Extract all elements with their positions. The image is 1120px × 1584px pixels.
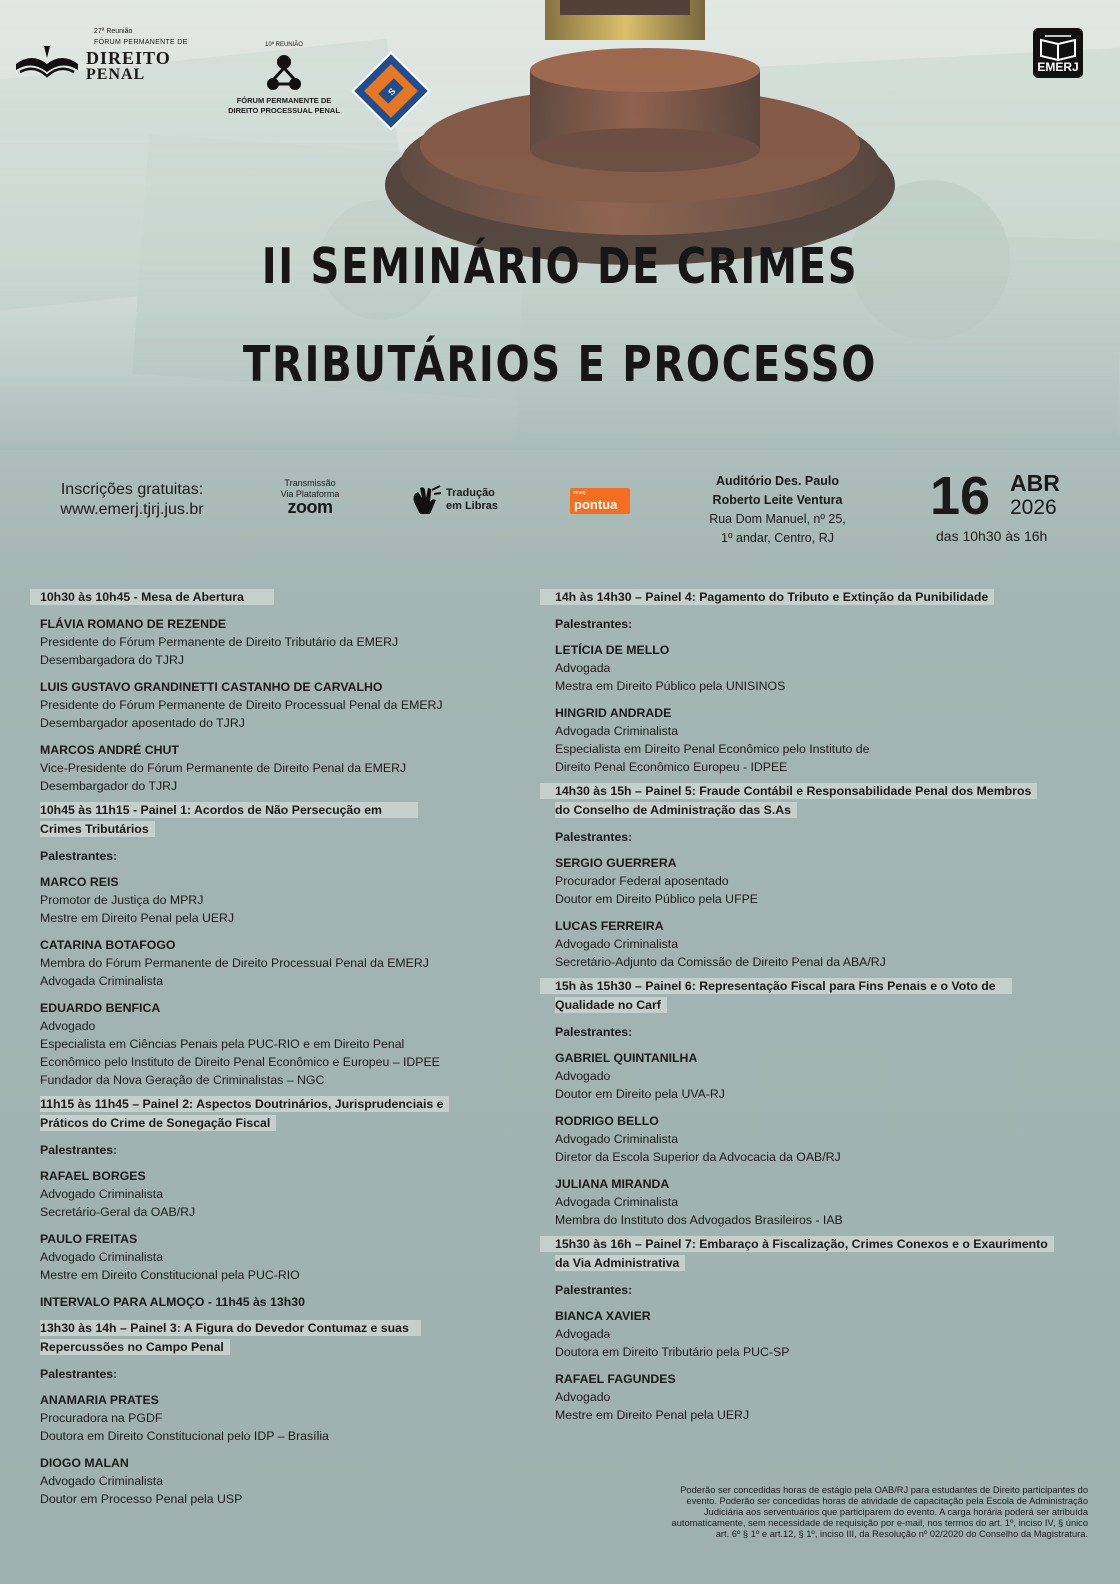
dpp-line2: DIREITO PROCESSUAL PENAL [228, 106, 340, 115]
speaker-name: SERGIO GUERRERA [555, 856, 677, 870]
session-header [540, 977, 1100, 1015]
session-title-line1: 15h às 15h30 – Painel 6: Representação Fiscal para Fins Penais e o Voto de [540, 978, 1012, 994]
speaker-role: Advogado Criminalista [40, 1250, 164, 1264]
lunch-break: INTERVALO PARA ALMOÇO - 11h45 às 13h30 [40, 1295, 305, 1309]
session-title-line1: 13h30 às 14h – Painel 3: A Figura do Devedor Contumaz e suas [40, 1320, 421, 1336]
speaker-role: Desembargadora do TJRJ [40, 653, 184, 667]
speaker-name: ANAMARIA PRATES [40, 1393, 159, 1407]
footnote-line: evento. Poderão ser concedidas horas de atividade de capacitação pela Escola de Administração [686, 1496, 1088, 1506]
speaker-name: MARCO REIS [40, 875, 119, 889]
session-title-line1: 11h15 às 11h45 – Painel 2: Aspectos Doutrinários, Jurisprudenciais e [40, 1096, 449, 1112]
speaker [40, 1454, 520, 1508]
libras-line1: Tradução [446, 487, 495, 499]
emerj-label: EMERJ [1037, 60, 1079, 74]
speaker [555, 641, 1100, 695]
speaker-role: Presidente do Fórum Permanente de Direito Tributário da EMERJ [40, 635, 399, 649]
hero-banner [0, 0, 1120, 450]
speaker [40, 678, 520, 732]
footnote-line: automaticamente, sem necessidade de requisição por e-mail, nos termos do art. 1º, inciso IV, § único [671, 1518, 1088, 1528]
speaker-name: HINGRID ANDRADE [555, 706, 672, 720]
session-title: 10h30 às 10h45 - Mesa de Abertura [30, 589, 274, 605]
speaker-role: Advogado Criminalista [555, 1132, 679, 1146]
speaker-role: Econômico pelo Instituto de Direito Penal Econômico e Europeu – IDPEE [40, 1055, 440, 1069]
speaker [40, 741, 520, 795]
speaker [40, 615, 520, 669]
session-title-line2: Crimes Tributários [40, 821, 155, 837]
date-month: ABR [1010, 470, 1060, 496]
event-hours: das 10h30 às 16h [936, 528, 1048, 544]
registration-label: Inscrições gratuitas: [60, 481, 204, 498]
speaker-role: Direito Penal Econômico Europeu - IDPEE [555, 760, 788, 774]
speaker-name: RODRIGO BELLO [555, 1114, 659, 1128]
session-title-line2: Qualidade no Carf [555, 997, 667, 1013]
speaker-role: Doutor em Direito pela UVA-RJ [555, 1087, 725, 1101]
dp-forum: FÓRUM PERMANENTE DE [94, 39, 188, 46]
session-header [40, 1095, 520, 1133]
speaker [555, 854, 1100, 908]
event-title-line2: TRIBUTÁRIOS E PROCESSO [242, 336, 878, 393]
dp-reuniao: 27ª Reunião [94, 28, 133, 35]
session-title-line1: 14h30 às 15h – Painel 5: Fraude Contábil e Responsabilidade Penal dos Membros [540, 783, 1037, 799]
speakers-label: Palestrantes: [555, 617, 633, 631]
speaker [555, 1175, 1100, 1229]
speaker-role: Doutor em Processo Penal pela USP [40, 1492, 243, 1506]
session-header [540, 1235, 1100, 1273]
speaker [555, 1049, 1100, 1103]
speaker-name: CATARINA BOTAFOGO [40, 938, 176, 952]
dpp-reuniao: 10ª REUNIÃO [265, 42, 303, 48]
speaker-role: Procurador Federal aposentado [555, 874, 729, 888]
speaker-role: Advogada Criminalista [555, 1195, 679, 1209]
speaker [40, 999, 520, 1089]
speaker [40, 936, 520, 990]
session-header [40, 1319, 520, 1357]
session-title: 14h às 14h30 – Painel 4: Pagamento do Tributo e Extinção da Punibilidade [540, 589, 994, 605]
speakers-label: Palestrantes: [40, 1143, 118, 1157]
libras-label [446, 487, 498, 513]
speaker-name: EDUARDO BENFICA [40, 1001, 161, 1015]
speaker-name: MARCOS ANDRÉ CHUT [40, 743, 179, 757]
speaker-role: Membra do Fórum Permanente de Direito Processual Penal da EMERJ [40, 956, 429, 970]
date-day: 16 [930, 466, 991, 526]
speaker-name: PAULO FREITAS [40, 1232, 138, 1246]
speaker-role: Mestre em Direito Constitucional pela PUC-RIO [40, 1268, 300, 1282]
speaker [555, 1307, 1100, 1361]
logo-forum-direito-penal [14, 28, 194, 88]
zoom-logo: zoom [287, 497, 333, 517]
speaker-name: DIOGO MALAN [40, 1456, 129, 1470]
speaker-role: Advogado [555, 1390, 611, 1404]
transmission-info [270, 478, 350, 517]
session-title-line2: Repercussões no Campo Penal [40, 1339, 230, 1355]
speaker-name: LUCAS FERREIRA [555, 919, 664, 933]
venue-info [690, 472, 865, 548]
svg-text:S: S [386, 86, 398, 98]
speaker [40, 1391, 520, 1445]
speaker-name: LETÍCIA DE MELLO [555, 643, 670, 657]
venue-name-line2: Roberto Leite Ventura [712, 493, 843, 507]
speaker-role: Mestra em Direito Público pela UNISINOS [555, 679, 786, 693]
logo-forum-direito-processual-penal [229, 42, 339, 122]
schedule-left-column [40, 588, 520, 1517]
speaker-name: GABRIEL QUINTANILHA [555, 1051, 698, 1065]
speaker-role: Procuradora na PGDF [40, 1411, 163, 1425]
session-title-line1: 10h45 às 11h15 - Painel 1: Acordos de Não Persecução em [40, 802, 418, 818]
speakers-label: Palestrantes: [555, 830, 633, 844]
speaker-role: Advogado Criminalista [555, 937, 679, 951]
speaker [555, 1370, 1100, 1424]
sign-language-icon [410, 484, 442, 518]
session-header [540, 782, 1100, 820]
dp-line2: PENAL [86, 66, 146, 83]
speaker-role: Fundador da Nova Geração de Criminalistas – NGC [40, 1073, 325, 1087]
speaker-role: Doutora em Direito Constitucional pelo IDP – Brasília [40, 1429, 329, 1443]
speakers-label: Palestrantes: [555, 1283, 633, 1297]
speaker-role: Advogada Criminalista [40, 974, 164, 988]
schedule-right-column [555, 588, 1100, 1433]
speaker-name: FLÁVIA ROMANO DE REZENDE [40, 617, 227, 631]
speaker-role: Doutora em Direito Tributário pela PUC-SP [555, 1345, 790, 1359]
footnote [540, 1485, 1088, 1540]
venue-address-line1: Rua Dom Manuel, nº 25, [709, 512, 846, 526]
dp-line1: DIREITO [86, 48, 171, 68]
session-title-line2: do Conselho de Administração das S.As [555, 802, 797, 818]
speaker-name: RAFAEL BORGES [40, 1169, 146, 1183]
venue-address-line2: 1º andar, Centro, RJ [721, 531, 834, 545]
speaker-role: Advogada [555, 1327, 611, 1341]
session-header [30, 588, 520, 607]
registration-info [46, 480, 218, 520]
speaker [555, 917, 1100, 971]
book-icon [14, 44, 80, 80]
venue-name-line1: Auditório Des. Paulo [716, 474, 839, 488]
event-title-line1: II SEMINÁRIO DE CRIMES [261, 238, 859, 295]
transmission-line2: Via Plataforma [280, 489, 340, 499]
speaker-role: Especialista em Ciências Penais pela PUC-RIO e em Direito Penal [40, 1037, 405, 1051]
speaker-role: Vice-Presidente do Fórum Permanente de Direito Penal da EMERJ [40, 761, 407, 775]
speakers-label: Palestrantes: [555, 1025, 633, 1039]
speaker-role: Doutor em Direito Público pela UFPE [555, 892, 758, 906]
speaker-role: Secretário-Geral da OAB/RJ [40, 1205, 196, 1219]
event-date [930, 466, 1090, 556]
pontua-logo [570, 488, 630, 514]
session-header [40, 801, 520, 839]
speaker-role: Desembargador aposentado do TJRJ [40, 716, 245, 730]
speakers-label: Palestrantes: [40, 849, 118, 863]
open-book-icon [1033, 30, 1083, 64]
speaker-role: Advogada Criminalista [555, 724, 679, 738]
network-icon [267, 54, 301, 94]
pontua-small: emerj [573, 490, 586, 496]
speaker-role: Mestre em Direito Penal pela UERJ [555, 1408, 750, 1422]
libras-line2: em Libras [446, 500, 498, 512]
speaker-name: JULIANA MIRANDA [555, 1177, 670, 1191]
session-header [540, 588, 1100, 607]
speaker-role: Presidente do Fórum Permanente de Direito Processual Penal da EMERJ [40, 698, 443, 712]
libras-translation [410, 484, 520, 524]
speaker-name: BIANCA XAVIER [555, 1309, 651, 1323]
speaker-name: LUIS GUSTAVO GRANDINETTI CASTANHO DE CARVALHO [40, 680, 383, 694]
footnote-line: Judiciária aos serventuários que participarem do evento. A carga horária poderá ser atribuída [704, 1507, 1088, 1517]
speaker [40, 1230, 520, 1284]
transmission-line1: Transmissão [284, 478, 336, 488]
speaker-role: Promotor de Justiça do MPRJ [40, 893, 204, 907]
speaker-role: Advogado [40, 1019, 96, 1033]
speaker-role: Desembargador do TJRJ [40, 779, 178, 793]
session-title-line2: Práticos do Crime de Sonegação Fiscal [40, 1115, 276, 1131]
footnote-line: Poderão ser concedidas horas de estágio pela OAB/RJ para estudantes de Direito participantes do [680, 1485, 1088, 1495]
logo-direito-tributario [350, 50, 432, 132]
speaker-role: Advogado Criminalista [40, 1187, 164, 1201]
dpp-line1: FÓRUM PERMANENTE DE [236, 96, 332, 105]
pontua-label: pontua [574, 497, 618, 512]
speaker-role: Membra do Instituto dos Advogados Brasileiros - IAB [555, 1213, 843, 1227]
speakers-label: Palestrantes: [40, 1367, 118, 1381]
date-year: 2026 [1010, 496, 1057, 519]
speaker-role: Advogado [555, 1069, 611, 1083]
speaker [555, 704, 1100, 776]
speaker-name: RAFAEL FAGUNDES [555, 1372, 676, 1386]
speaker [40, 873, 520, 927]
speaker-role: Mestre em Direito Penal pela UERJ [40, 911, 235, 925]
speaker-role: Advogada [555, 661, 611, 675]
event-info-bar [0, 460, 1120, 570]
session-title-line2: da Via Administrativa [555, 1255, 685, 1271]
session-title-line1: 15h30 às 16h – Painel 7: Embaraço à Fiscalização, Crimes Conexos e o Exaurimento [540, 1236, 1054, 1252]
logo-emerj [1033, 28, 1083, 78]
speaker [40, 1167, 520, 1221]
speaker-role: Advogado Criminalista [40, 1474, 164, 1488]
registration-url[interactable]: www.emerj.tjrj.jus.br [60, 501, 204, 518]
speaker-role: Especialista em Direito Penal Econômico pelo Instituto de [555, 742, 870, 756]
footnote-line: art. 6º § 1º e art.12, § 1º, inciso III, da Resolução nº 02/2020 do Conselho da Magistratura. [715, 1529, 1088, 1539]
speaker-role: Diretor da Escola Superior da Advocacia da OAB/RJ [555, 1150, 841, 1164]
speaker-role: Secretário-Adjunto da Comissão de Direito Penal da ABA/RJ [555, 955, 886, 969]
speaker [555, 1112, 1100, 1166]
